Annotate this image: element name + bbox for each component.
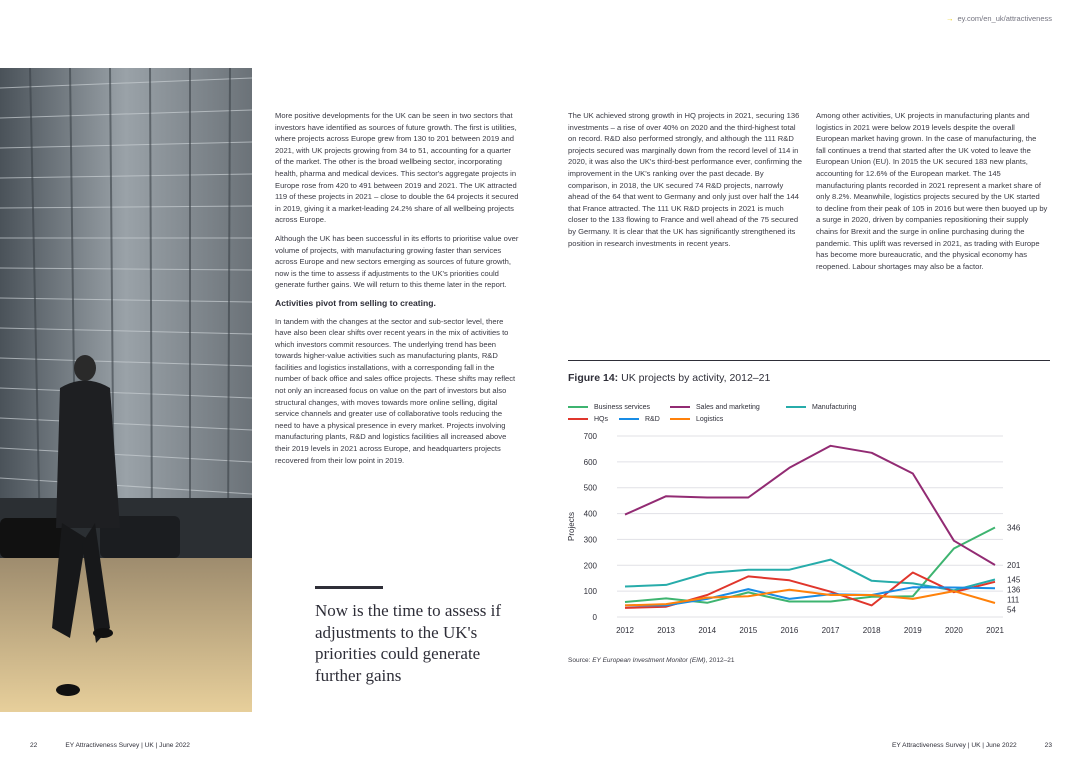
y-tick-label: 600: [583, 457, 597, 467]
legend-label: R&D: [645, 415, 660, 423]
x-tick-label: 2015: [739, 626, 758, 635]
paragraph: More positive developments for the UK can be seen in two sectors that investors have identified as sources of future growth. The first is utilities, where projects across Europe grew from 130 to 201 between 2019 and 2021, with UK projects growing from 34 to 51, accounting for a quarter of the market. The other is the broad wellbeing sector, incorporating health, pharma and medical devices. This sector's aggregate projects in Europe rose from 420 to 491 between 2019 and 2021. The UK attracted 119 of these projects in 2021 – close to double the 64 projects it secured in 2019, giving it a market-leading 24.2% share of all wellbeing projects across Europe.: [275, 111, 519, 225]
figure-title-text: UK projects by activity, 2012–21: [621, 372, 771, 384]
quote-divider: [315, 586, 383, 589]
legend-swatch: [786, 406, 806, 408]
middle-text-column: [568, 110, 804, 256]
x-tick-label: 2019: [903, 626, 922, 635]
footer-text: EY Attractiveness Survey | UK | June 2022: [892, 742, 1017, 749]
y-tick-label: 700: [583, 432, 597, 441]
line-chart: [560, 428, 1060, 653]
legend-item: [786, 401, 856, 413]
figure-rule: [568, 360, 1050, 361]
paragraph: Although the UK has been successful in its efforts to prioritise value over volume of projects, with manufacturing growing faster than services across Europe and new sectors emerging as sources of future growth, now is the time to assess if adjustments to the UK's priorities could generate further gains. We will return to this theme later in the report.: [275, 233, 519, 290]
source-suffix: , 2012–21: [705, 657, 735, 664]
pull-quote: Now is the time to assess if adjustments to the UK's priorities could generate further gains: [315, 601, 502, 685]
top-link[interactable]: [946, 14, 1052, 23]
y-tick-label: 100: [583, 587, 597, 597]
y-axis-label: Projects: [567, 512, 576, 541]
legend-label: Sales and marketing: [696, 403, 760, 411]
x-tick-label: 2013: [657, 626, 676, 635]
legend-swatch: [670, 418, 690, 420]
y-tick-label: 400: [583, 509, 597, 519]
figure-title: [568, 372, 770, 384]
y-tick-label: 500: [583, 483, 597, 493]
x-tick-label: 2018: [862, 626, 881, 635]
x-tick-label: 2021: [986, 626, 1004, 635]
page-number: 23: [1044, 742, 1052, 749]
left-text-column: [275, 110, 519, 473]
source-name: EY European Investment Monitor (EIM): [592, 657, 706, 664]
legend-item: [568, 413, 619, 425]
x-tick-label: 2012: [616, 626, 634, 635]
legend-item: [670, 413, 723, 425]
legend-item: [670, 401, 786, 413]
footer-text: EY Attractiveness Survey | UK | June 2022: [65, 742, 190, 749]
legend-label: Logistics: [696, 415, 724, 423]
page-number: 22: [30, 742, 38, 749]
top-link-text: ey.com/en_uk/attractiveness: [957, 14, 1052, 23]
legend-row-2: [568, 413, 1048, 425]
end-value-label: 201: [1007, 561, 1021, 571]
end-value-label: 54: [1007, 605, 1016, 615]
paragraph: The UK achieved strong growth in HQ projects in 2021, securing 136 investments – a rise of over 40% on 2020 and the third-highest total on record. R&D also performed strongly, and although the 111 R&D projects secured was marginally down from the record level of 114 in 2020, it was also the UK's third-best performance ever, confirming the improvement in the UK's ranking over the past decade. By comparison, in 2018, the UK secured 74 R&D projects, narrowly ahead of the 64 that went to Germany and only just over half the 144 that France attracted. The 111 UK R&D projects in 2021 is much closer to the 133 flowing to France and well ahead of the 75 secured by Germany. It is clear that the UK has significantly strengthened its position in research investments in recent years.: [568, 111, 803, 248]
series-line: [625, 446, 995, 565]
end-value-label: 346: [1007, 523, 1021, 533]
paragraph: In tandem with the changes at the sector and sub-sector level, there have also been clear shifts over recent years in the mix of activities to which investors commit resources. The underlying trend has been towards higher-value activities such as manufacturing plants, R&D facilities and logistics installations, with a corresponding fall in the number of back office and sales office projects. These shifts may reflect not only an increased focus on value on the part of investors but also structural changes, with moves towards more online selling, digital service channels and greater use of collaborative tools reducing the need to have a physical presence in every market. Projects involving manufacturing plants, R&D and logistics facilities all increased above their 2019 levels in 2021 across Europe, and headquarters projects recovered from their low point in 2019.: [275, 316, 516, 465]
y-tick-label: 300: [583, 535, 597, 545]
figure-label: Figure 14:: [568, 372, 619, 384]
end-value-label: 111: [1007, 595, 1020, 605]
section-heading: Activities pivot from selling to creating.: [275, 297, 436, 308]
y-tick-label: 200: [583, 561, 597, 571]
footer-left: [30, 742, 190, 749]
source-prefix: Source:: [568, 657, 593, 664]
legend-label: Manufacturing: [812, 403, 857, 411]
legend-label: HQs: [594, 415, 608, 423]
legend-swatch: [670, 406, 690, 408]
legend-swatch: [568, 406, 588, 408]
arrow-icon: →: [946, 14, 954, 23]
legend-item: [619, 413, 670, 425]
x-tick-label: 2017: [821, 626, 840, 635]
legend-item: [568, 401, 670, 413]
footer-right: [892, 742, 1052, 749]
end-value-label: 136: [1007, 585, 1021, 595]
y-tick-label: 0: [592, 613, 597, 622]
chart-svg: [560, 428, 1060, 653]
legend-swatch: [568, 418, 588, 420]
end-value-label: 145: [1007, 575, 1021, 585]
figure-source: [568, 657, 734, 664]
cover-photo: [0, 68, 252, 712]
legend-swatch: [619, 418, 639, 420]
legend-label: Business services: [594, 403, 651, 411]
paragraph: Among other activities, UK projects in manufacturing plants and logistics in 2021 were below 2019 levels despite the overall European market having grown. In the case of manufacturing, the fall continues a trend that started after the UK voted to leave the European Union (EU). In 2015 the UK secured 183 new plants, accounting for 12.6% of the European market. The 145 manufacturing plants recorded in 2021 represent a market share of only 8.2%. Meanwhile, logistics projects secured by the UK started to decline from their peak of 105 in 2016 but were then buoyed up by a surge in 2020, driven by companies repositioning their supply chains for Brexit and the surge in online purchasing during the pandemic. This uplift was reversed in 2021, as trading with Europe has become more bureaucratic, and the physical economy has reopened. Labour shortages may also be a factor.: [816, 111, 1048, 271]
chart-legend: [568, 401, 1048, 425]
right-text-column: [816, 110, 1048, 279]
x-tick-label: 2020: [944, 626, 963, 635]
x-tick-label: 2014: [698, 626, 717, 635]
x-tick-label: 2016: [780, 626, 799, 635]
legend-row-1: [568, 401, 1048, 413]
